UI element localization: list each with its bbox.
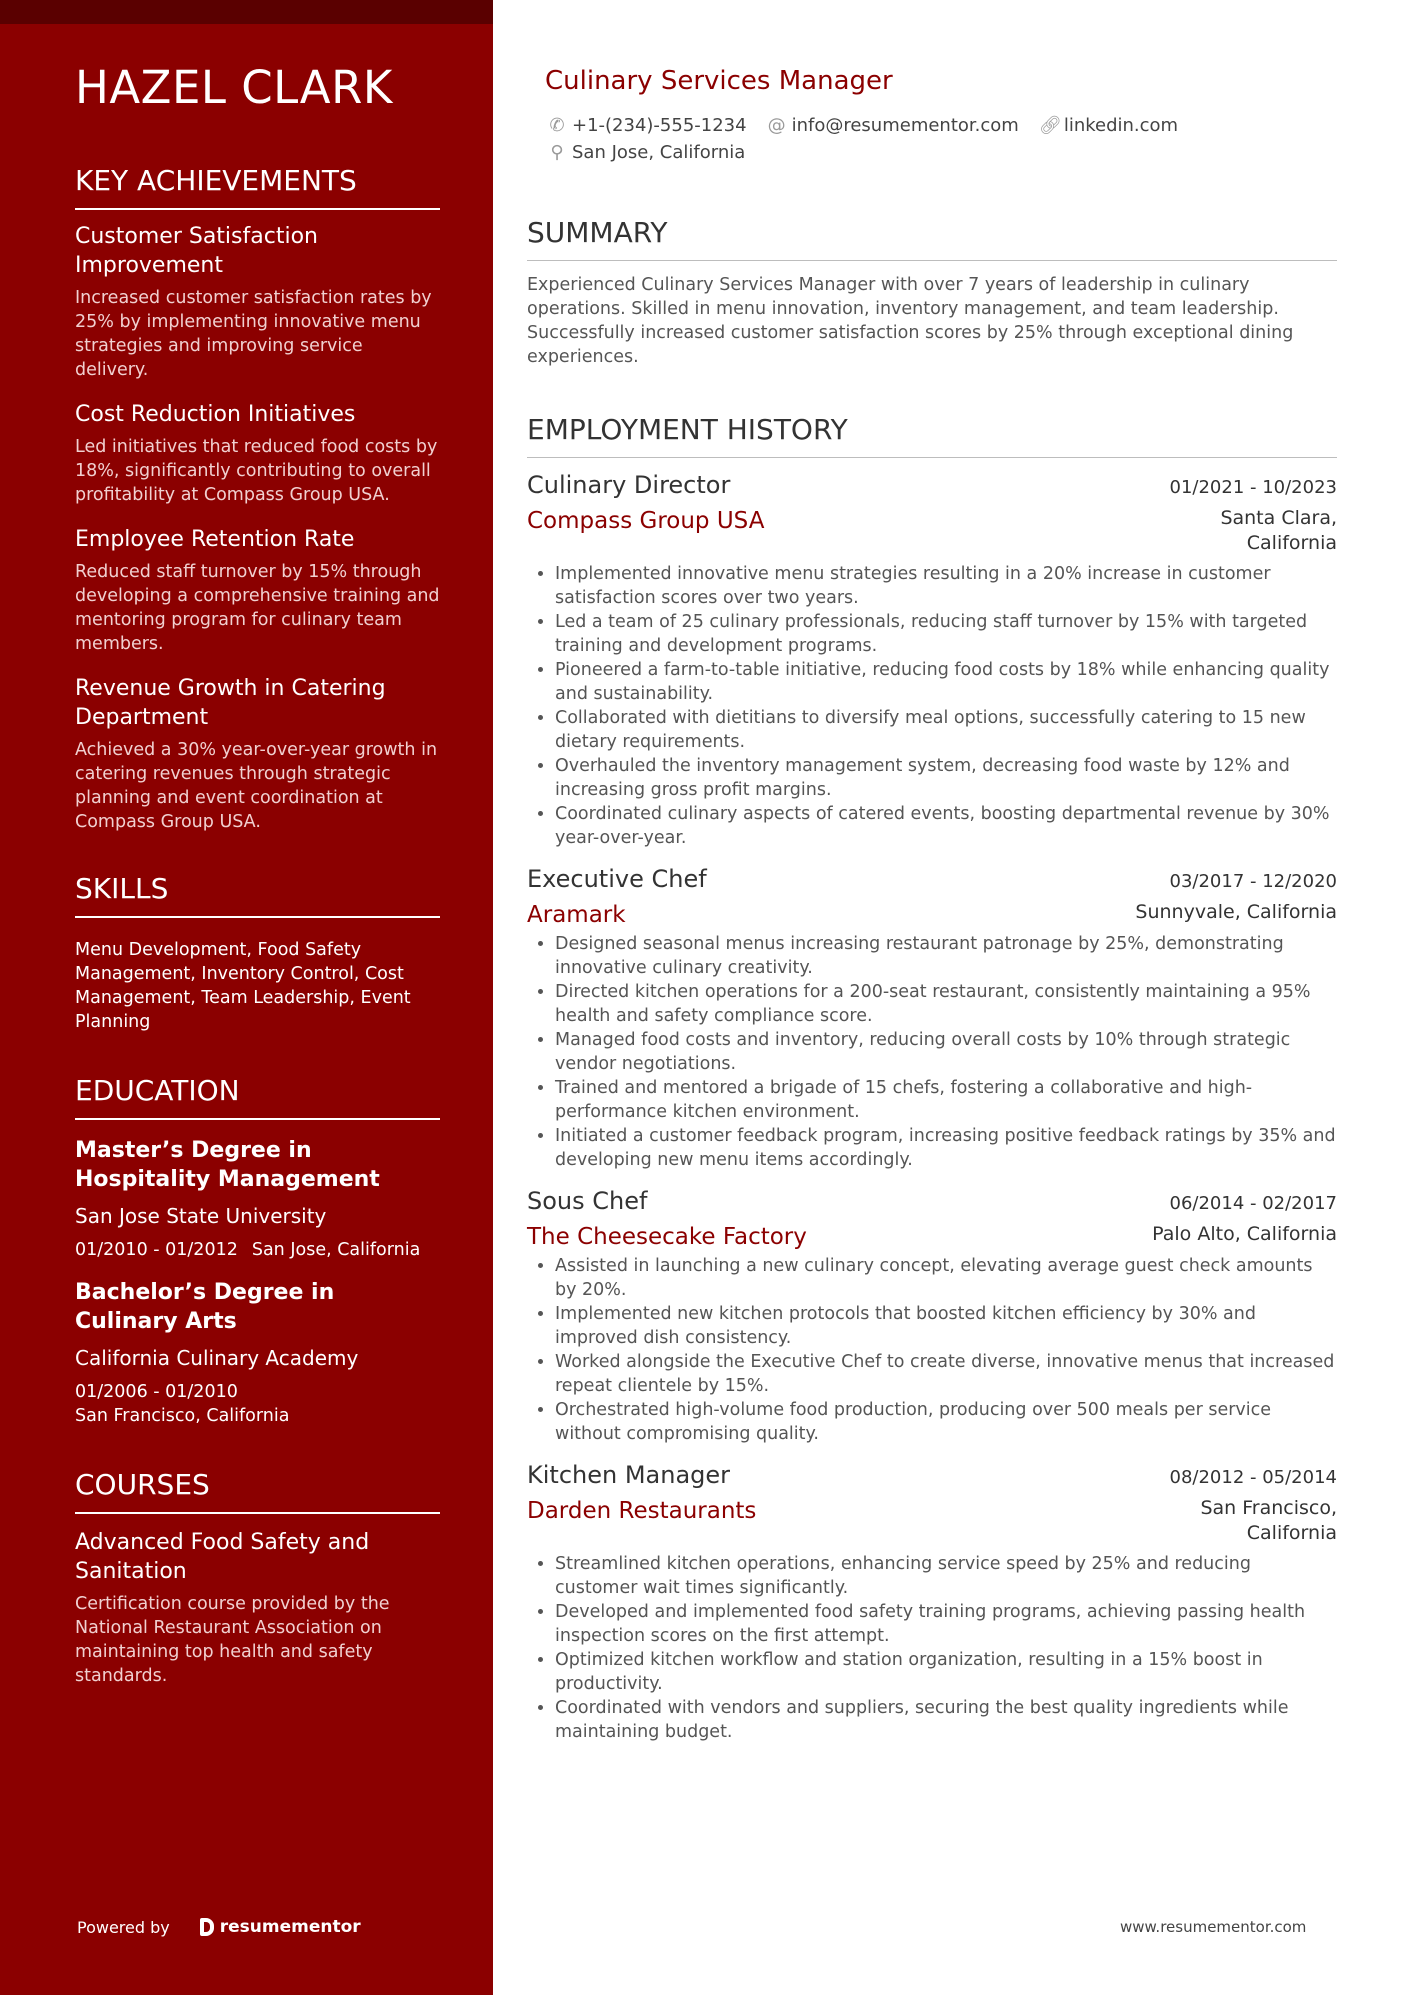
at-icon: @ [767, 115, 786, 136]
achievement-title: Employee Retention Rate [75, 527, 355, 552]
phone-text: +1-(234)-555-1234 [572, 115, 747, 136]
achievement-desc: Achieved a 30% year-over-year growth in catering revenues through strategic planning and event coordination at Compass Group USA. [75, 740, 438, 832]
job-entry [527, 862, 1337, 1172]
employment-section [527, 413, 1337, 1744]
job-dates: 08/2012 - 05/2014 [1169, 1467, 1337, 1488]
education-item [75, 1278, 440, 1428]
education-location: San Jose, California [251, 1240, 421, 1260]
job-role: Kitchen Manager [527, 1461, 731, 1489]
location-text: San Jose, California [572, 142, 746, 163]
job-role: Culinary Director [527, 471, 731, 499]
job-header [527, 1458, 1337, 1492]
powered-by [77, 1917, 361, 1937]
achievement-title: Cost Reduction Initiatives [75, 402, 356, 427]
linkedin-text: linkedin.com [1063, 115, 1179, 136]
contact-row [547, 139, 1337, 166]
main-content [527, 58, 1337, 1744]
job-header [527, 862, 1337, 896]
job-bullet: • Implemented new kitchen protocols that boosted kitchen efficiency by 30% and improved dish consistency. [555, 1302, 1337, 1350]
contact-location [547, 139, 745, 166]
skills-list: Menu Development, Food Safety Management, Inventory Control, Cost Management, Team Leadership, Event Planning [75, 940, 411, 1032]
sidebar-content [75, 58, 440, 1688]
job-bullet: • Streamlined kitchen operations, enhancing service speed by 25% and reducing customer wait times significantly. [555, 1552, 1337, 1600]
job-company-row [527, 1222, 1337, 1252]
courses-section [75, 1468, 440, 1688]
job-company: Aramark [527, 902, 626, 928]
job-bullets [527, 1254, 1337, 1446]
job-bullet: • Optimized kitchen workflow and station organization, resulting in a 15% boost in productivity. [555, 1648, 1337, 1696]
job-company-row [527, 900, 1337, 930]
job-role: Sous Chef [527, 1187, 648, 1215]
map-pin-icon: ⚲ [550, 142, 564, 163]
job-dates: 01/2021 - 10/2023 [1169, 477, 1337, 498]
achievement-title: Customer Satisfaction Improvement [75, 224, 318, 278]
sidebar [0, 0, 493, 1995]
achievement-item [75, 674, 440, 834]
contact-email[interactable] [767, 112, 1019, 139]
summary-text: Experienced Culinary Services Manager with over 7 years of leadership in culinary operations. Skilled in menu innovation, inventory management, and team leadership. Successfully increased customer satisfaction scores by 25% through exceptional dining experiences. [527, 275, 1294, 367]
job-header [527, 468, 1337, 502]
education-location: San Francisco, California [75, 1406, 290, 1426]
job-bullet: • Coordinated culinary aspects of catered events, boosting departmental revenue by 30% year-over-year. [555, 802, 1337, 850]
achievement-item [75, 525, 440, 656]
education-dates: 01/2010 - 01/2012 [75, 1240, 238, 1260]
candidate-name: HAZEL CLARK [75, 61, 393, 114]
achievements-section [75, 164, 440, 834]
job-bullet: • Led a team of 25 culinary professionals, reducing staff turnover by 15% with targeted training and development programs. [555, 610, 1337, 658]
job-dates: 06/2014 - 02/2017 [1169, 1193, 1337, 1214]
achievement-title: Revenue Growth in Catering Department [75, 676, 386, 730]
achievement-desc: Reduced staff turnover by 15% through developing a comprehensive training and mentoring program for culinary team members. [75, 562, 440, 654]
contact-phone[interactable] [547, 112, 747, 139]
job-bullet: • Collaborated with dietitians to diversify meal options, successfully catering to 15 new dietary requirements. [555, 706, 1337, 754]
education-school: California Culinary Academy [75, 1346, 359, 1370]
job-company-row [527, 1496, 1337, 1546]
job-bullet: • Designed seasonal menus increasing restaurant patronage by 25%, demonstrating innovative culinary creativity. [555, 932, 1337, 980]
job-bullet: • Overhauled the inventory management system, decreasing food waste by 12% and increasing gross profit margins. [555, 754, 1337, 802]
job-dates: 03/2017 - 12/2020 [1169, 871, 1337, 892]
summary-heading: SUMMARY [527, 216, 1337, 261]
education-heading: EDUCATION [75, 1074, 440, 1120]
job-bullet: • Initiated a customer feedback program, increasing positive feedback ratings by 35% and developing new menu items accordingly. [555, 1124, 1337, 1172]
job-location: San Francisco, California [1200, 1497, 1337, 1544]
education-section [75, 1074, 440, 1428]
sidebar-top-bar [0, 0, 493, 24]
brand-logo[interactable] [200, 1917, 361, 1937]
brand-name: resumementor [219, 1917, 361, 1937]
job-role: Executive Chef [527, 865, 707, 893]
job-bullets [527, 1552, 1337, 1744]
achievement-item [75, 222, 440, 382]
job-bullets [527, 562, 1337, 850]
education-item [75, 1136, 440, 1262]
job-bullet: • Orchestrated high-volume food production, producing over 500 meals per service without compromising quality. [555, 1398, 1337, 1446]
job-location: Santa Clara, California [1220, 507, 1337, 554]
contact-row [547, 112, 1337, 139]
job-bullet: • Trained and mentored a brigade of 15 chefs, fostering a collaborative and high-performance kitchen environment. [555, 1076, 1337, 1124]
course-desc: Certification course provided by the National Restaurant Association on maintaining top health and safety standards. [75, 1594, 390, 1686]
job-bullet: • Implemented innovative menu strategies resulting in a 20% increase in customer satisfaction scores over two years. [555, 562, 1337, 610]
education-meta [75, 1238, 440, 1262]
course-item [75, 1528, 440, 1688]
job-bullet: • Pioneered a farm-to-table initiative, reducing food costs by 18% while enhancing quality and sustainability. [555, 658, 1337, 706]
achievement-desc: Increased customer satisfaction rates by 25% by implementing innovative menu strategies and improving service delivery. [75, 288, 432, 380]
job-bullet: • Assisted in launching a new culinary concept, elevating average guest check amounts by 20%. [555, 1254, 1337, 1302]
job-entry [527, 1458, 1337, 1744]
course-title: Advanced Food Safety and Sanitation [75, 1530, 370, 1584]
link-icon: 🔗︎ [1038, 115, 1062, 136]
education-degree: Bachelor’s Degree in Culinary Arts [75, 1280, 335, 1334]
job-bullet: • Developed and implemented food safety training programs, achieving passing health inspection scores on the first attempt. [555, 1600, 1337, 1648]
job-company-row [527, 506, 1337, 556]
job-company: Compass Group USA [527, 508, 765, 534]
skills-section [75, 872, 440, 1034]
contact-linkedin[interactable] [1039, 112, 1178, 139]
summary-section [527, 216, 1337, 369]
education-degree: Master’s Degree in Hospitality Management [75, 1138, 380, 1192]
job-entry [527, 468, 1337, 850]
job-bullet: • Worked alongside the Executive Chef to create diverse, innovative menus that increased repeat clientele by 15%. [555, 1350, 1337, 1398]
job-entry [527, 1184, 1337, 1446]
achievements-heading: KEY ACHIEVEMENTS [75, 164, 440, 210]
skills-heading: SKILLS [75, 872, 440, 918]
job-location: Palo Alto, California [1152, 1223, 1337, 1245]
job-bullet: • Managed food costs and inventory, reducing overall costs by 10% through strategic vendor negotiations. [555, 1028, 1337, 1076]
footer-website-link[interactable]: www.resumementor.com [1120, 1918, 1307, 1936]
contact-info [547, 112, 1337, 166]
education-school: San Jose State University [75, 1204, 327, 1228]
courses-heading: COURSES [75, 1468, 440, 1514]
education-dates: 01/2006 - 01/2010 [75, 1382, 238, 1402]
email-text: info@resumementor.com [791, 115, 1019, 136]
brand-logo-icon [200, 1918, 214, 1936]
job-location: Sunnyvale, California [1135, 901, 1337, 923]
achievement-item [75, 400, 440, 507]
powered-by-label: Powered by [77, 1917, 170, 1937]
employment-heading: EMPLOYMENT HISTORY [527, 413, 1337, 458]
job-bullets [527, 932, 1337, 1172]
job-bullet: • Coordinated with vendors and suppliers, securing the best quality ingredients while maintaining budget. [555, 1696, 1337, 1744]
headline-job-title: Culinary Services Manager [545, 66, 893, 96]
job-company: The Cheesecake Factory [527, 1224, 807, 1250]
job-company: Darden Restaurants [527, 1498, 757, 1524]
phone-icon: ✆ [549, 115, 565, 136]
achievement-desc: Led initiatives that reduced food costs by 18%, significantly contributing to overall profitability at Compass Group USA. [75, 437, 438, 505]
job-bullet: • Directed kitchen operations for a 200-seat restaurant, consistently maintaining a 95% health and safety compliance score. [555, 980, 1337, 1028]
job-header [527, 1184, 1337, 1218]
